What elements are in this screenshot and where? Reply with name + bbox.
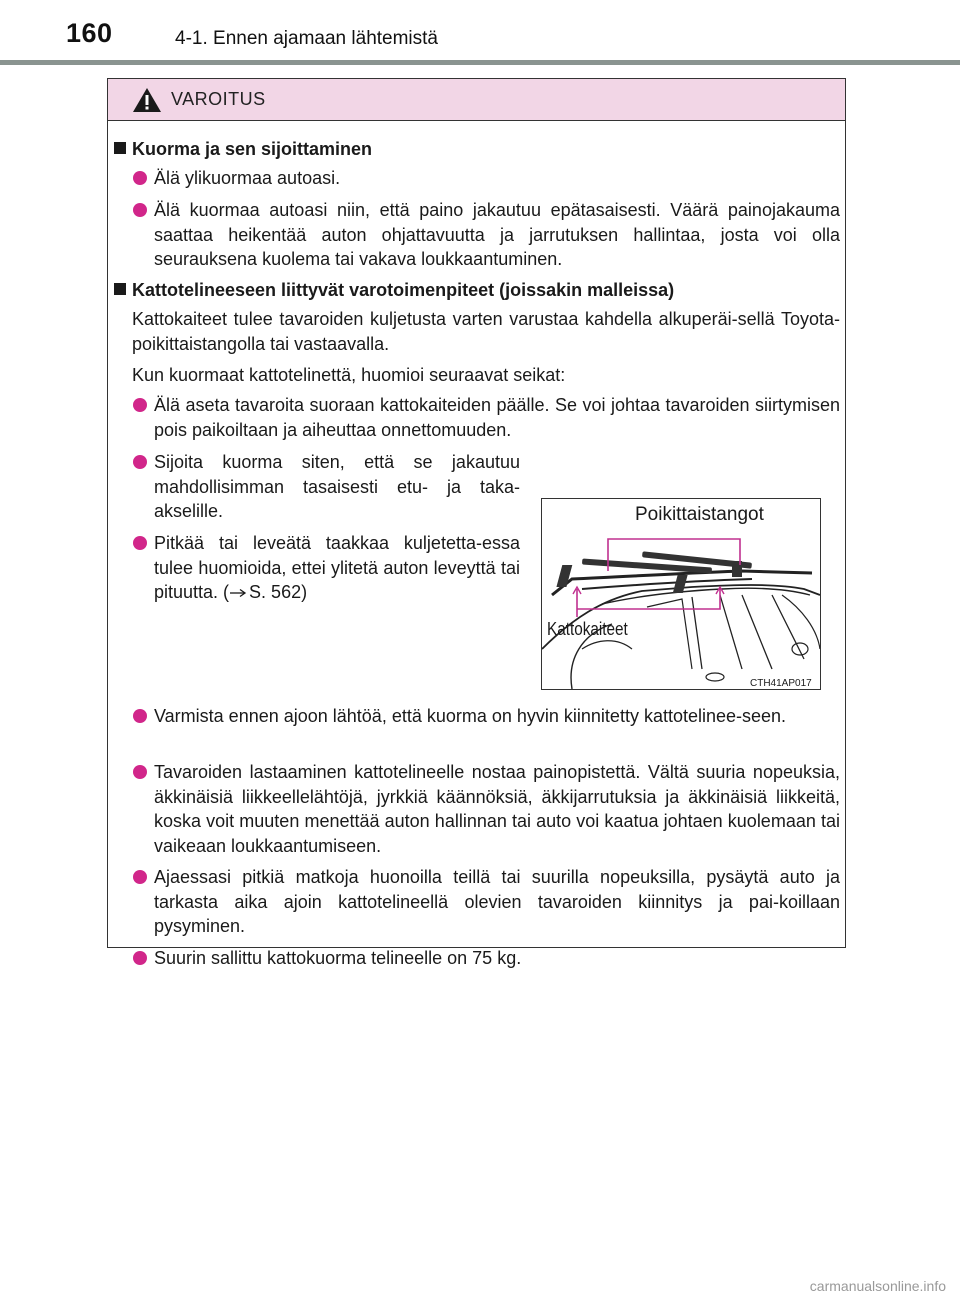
section-heading-load: Kuorma ja sen sijoittaminen: [114, 137, 372, 162]
page-reference-link[interactable]: S. 562): [249, 582, 308, 602]
section-heading-roof-rack: Kattotelineeseen liittyvät varotoimenpiteet (joissakin malleissa): [114, 278, 674, 303]
list-item: Sijoita kuorma siten, että se jakautuu mahdollisimman tasaisesti etu- ja taka-akselille.: [133, 450, 520, 524]
watermark: carmanualsonline.info: [809, 1278, 946, 1294]
figure-code: CTH41AP017: [750, 678, 812, 689]
page-header: [0, 0, 960, 70]
bullet-dot-icon: [133, 398, 147, 412]
car-roof-illustration: [542, 499, 820, 689]
warning-title: VAROITUS: [171, 89, 266, 109]
label-roof-rails: Kattokaiteet: [547, 619, 628, 639]
list-item: Varmista ennen ajoon lähtöä, että kuorma on hyvin kiinnitetty kattotelinee-seen.: [133, 704, 840, 729]
warning-triangle-icon: [132, 87, 162, 113]
list-item: Pitkää tai leveätä taakkaa kuljetetta-essa tulee huomioida, ettei ylitetä auton leveyttä tai pituutta. ( S. 562): [133, 531, 520, 605]
section-title: 4-1. Ennen ajamaan lähtemistä: [175, 28, 438, 49]
warning-header: [108, 79, 845, 121]
roof-rack-figure: [541, 498, 821, 690]
header-rule: [0, 60, 960, 65]
list-item: Suurin sallittu kattokuorma telineelle on 75 kg.: [133, 946, 840, 971]
paragraph: Kun kuormaat kattotelinettä, huomioi seuraavat seikat:: [132, 365, 566, 385]
bullet-dot-icon: [133, 203, 147, 217]
paragraph: Kattokaiteet tulee tavaroiden kuljetusta varten varustaa kahdella alkuperäi-sellä Toyota-poikittaistangolla tai vastaavalla.: [132, 309, 840, 354]
warning-box: [107, 78, 846, 968]
list-item: Älä kuormaa autoasi niin, että paino jakautuu epätasaisesti. Väärä painojakauma saattaa heikentää auton ohjattavuutta ja jarrutuksen hallintaa, josta voi olla seurauksena kuolema tai vakava loukkaantuminen.: [133, 198, 840, 272]
bullet-dot-icon: [133, 951, 147, 965]
square-bullet-icon: [114, 142, 126, 154]
list-item: Tavaroiden lastaaminen kattotelineelle nostaa painopistettä. Vältä suuria nopeuksia, äkkinäisiä liikkeellelähtöjä, jyrkkiä käännöksiä, äkkijarrutuksia ja äkkinäisiä liikkeitä, koska voit muuten menettää auton hallinnan tai auto voi kaatua johtaen kuolemaan tai vaikeaan loukkaantumiseen.: [133, 760, 840, 858]
bullet-dot-icon: [133, 765, 147, 779]
bullet-dot-icon: [133, 709, 147, 723]
square-bullet-icon: [114, 283, 126, 295]
bullet-dot-icon: [133, 870, 147, 884]
list-item: Älä aseta tavaroita suoraan kattokaiteiden päälle. Se voi johtaa tavaroiden siirtymisen pois paikoiltaan ja aiheuttaa onnettomuuden.: [133, 393, 840, 442]
list-item: Älä ylikuormaa autoasi.: [133, 166, 840, 191]
bullet-dot-icon: [133, 455, 147, 469]
page-number: 160: [66, 18, 113, 48]
arrow-right-icon: [229, 580, 249, 605]
bullet-dot-icon: [133, 536, 147, 550]
bullet-dot-icon: [133, 171, 147, 185]
list-item: Ajaessasi pitkiä matkoja huonoilla teillä tai suurilla nopeuksilla, pysäytä auto ja tarkasta aika ajoin kattotelineellä olevien tavaroiden kiinnitys ja pai-koillaan pysyminen.: [133, 865, 840, 939]
label-crossbars: Poikittaistangot: [635, 504, 764, 525]
